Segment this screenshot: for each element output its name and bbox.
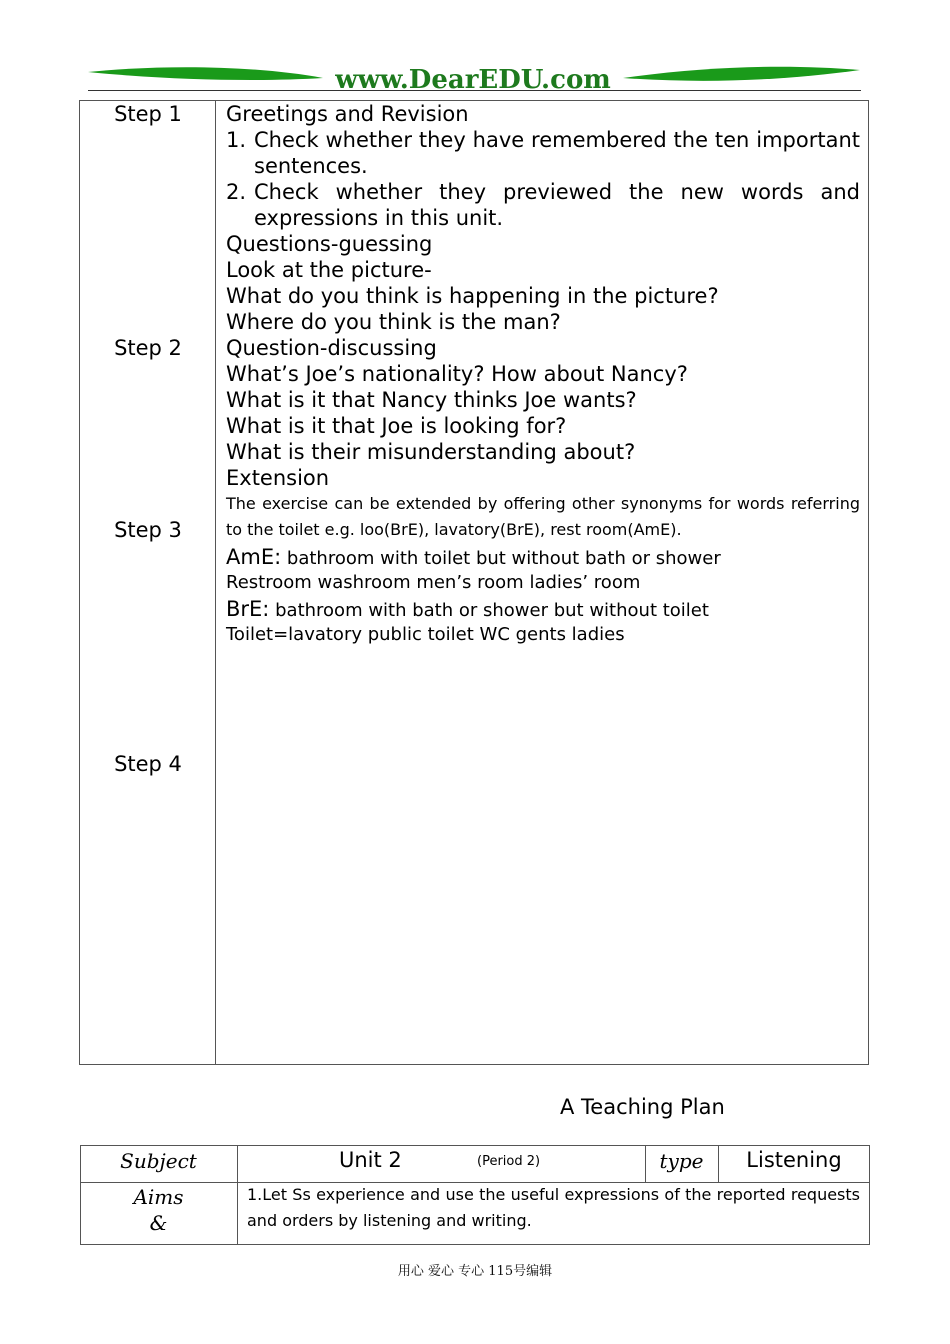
list-item-2-text: Check whether they previewed the new words and expressions in this unit. <box>254 180 860 230</box>
type-label: type <box>659 1149 704 1173</box>
aims-ampersand: & <box>149 1211 168 1235</box>
steps-table-divider <box>215 100 216 1065</box>
plan-col-divider-1 <box>237 1145 238 1245</box>
question-nancy: What is it that Nancy thinks Joe wants? <box>226 388 637 412</box>
question-where: Where do you think is the man? <box>226 310 561 334</box>
question-discussing: Question-discussing <box>226 336 437 360</box>
step-1-label: Step 1 <box>114 102 182 126</box>
greetings-heading: Greetings and Revision <box>226 102 469 126</box>
extension-text: The exercise can be extended by offering other synonyms for words referring to the toilet e.g. loo(BrE), lavatory(BrE), rest room(AmE). <box>226 494 860 539</box>
period-label: (Period 2) <box>477 1154 541 1169</box>
bre-words: Toilet=lavatory public toilet WC gents ladies <box>226 624 625 645</box>
aims-text: 1.Let Ss experience and use the useful expressions of the reported requests and orders by listening and writing. <box>247 1185 860 1230</box>
step-3-label: Step 3 <box>114 518 182 542</box>
ame-line <box>226 544 860 572</box>
page-footer: 用心 爱心 专心 115号编辑 <box>397 1264 553 1279</box>
list-item-2 <box>226 179 860 231</box>
subject-label: Subject <box>120 1149 197 1173</box>
unit-label: Unit 2 <box>339 1148 402 1172</box>
header-rule <box>88 90 861 91</box>
list-item-1 <box>226 127 860 179</box>
banner-site-text: www.DearEDU.com <box>335 65 611 94</box>
plan-title: A Teaching Plan <box>560 1095 725 1119</box>
aims-label: Aims <box>133 1185 184 1209</box>
question-nationality: What’s Joe’s nationality? How about Nancy? <box>226 362 688 386</box>
questions-guessing: Questions-guessing <box>226 232 433 256</box>
list-item-1-text: Check whether they have remembered the ten important sentences. <box>254 128 860 178</box>
question-misunderstanding: What is their misunderstanding about? <box>226 440 636 464</box>
ame-words: Restroom washroom men’s room ladies’ room <box>226 572 641 593</box>
question-joe: What is it that Joe is looking for? <box>226 414 567 438</box>
question-happening: What do you think is happening in the picture? <box>226 284 719 308</box>
extension-heading: Extension <box>226 466 330 490</box>
bre-text: bathroom with bath or shower but without toilet <box>269 600 709 621</box>
ame-text: bathroom with toilet but without bath or shower <box>281 548 721 569</box>
list-item-2-number: 2. <box>226 180 247 204</box>
bre-label: BrE: <box>226 597 270 621</box>
look-at-picture: Look at the picture- <box>226 258 432 282</box>
list-item-1-number: 1. <box>226 128 247 152</box>
step-2-label: Step 2 <box>114 336 182 360</box>
left-swoosh <box>88 67 323 80</box>
bre-line <box>226 596 860 624</box>
ame-label: AmE: <box>226 545 282 569</box>
type-value: Listening <box>746 1148 842 1172</box>
right-swoosh <box>623 67 860 81</box>
step-4-label: Step 4 <box>114 752 182 776</box>
